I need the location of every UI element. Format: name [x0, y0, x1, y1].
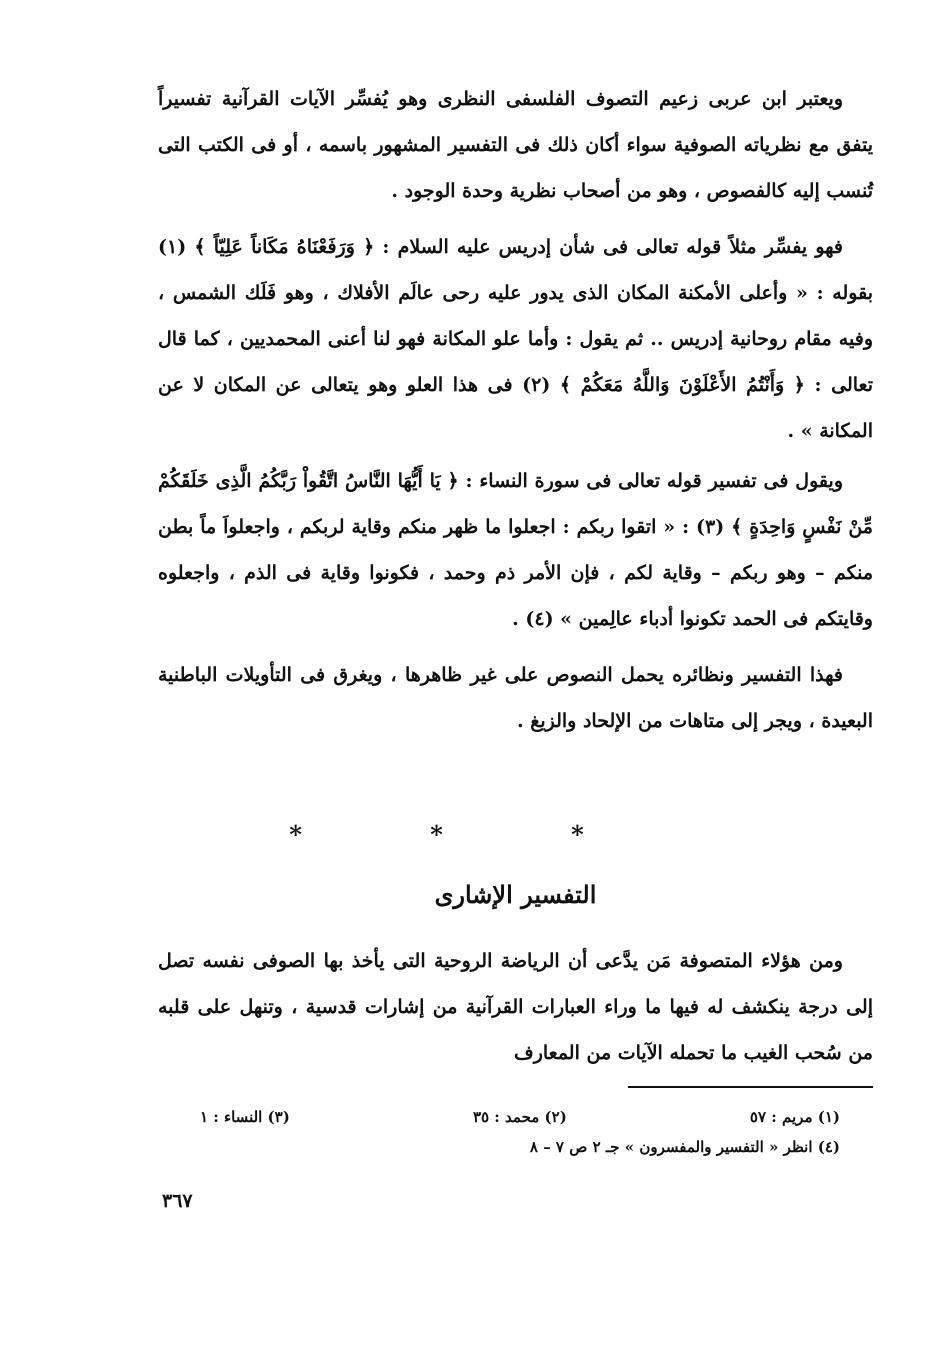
footnote-divider — [628, 1086, 873, 1088]
section-separator: * * * — [289, 820, 644, 849]
footnote-2: (٢) محمد : ٣٥ — [472, 1108, 567, 1126]
section-heading: التفسير الإشارى — [434, 880, 597, 909]
footnotes — [200, 1108, 840, 1168]
paragraph-idris-example: فهو يفسِّر مثلاً قوله تعالى فى شأن إدريس عليه السلام : ﴿ وَرَفَعْنَاهُ مَكَاناً عَلِيّاً ﴾ (١) بقوله : « وأعلى الأمكنة المكان الذى يدور عليه رحى عالَم الأفلاك ، وهو فَلَك الشمس ، وفيه مقام روحانية إدريس .. ثم يقول : وأما علو المكانة فهو لنا أعنى المحمديين ، كما قال تعالى : ﴿ وَأَنْتُمُ الأَعْلَوْنَ وَاللَّهُ مَعَكُمْ ﴾ (٢) فى هذا العلو وهو يتعالى عن المكان لا عن المكانة » . — [158, 236, 873, 442]
paragraph-ibn-arabi: ويعتبر ابن عربى زعيم التصوف الفلسفى النظرى وهو يُفسِّر الآيات القرآنية تفسيراً يتفق مع نظرياته الصوفية سواء أكان ذلك فى التفسير المشهور باسمه ، أو فى الكتب التى تُنسب إليه كالفصوص ، وهو من أصحاب نظرية وحدة الوجود . — [158, 88, 873, 202]
paragraph-ishari: ومن هؤلاء المتصوفة مَن يدَّعى أن الرياضة الروحية التى يأخذ بها الصوفى نفسه تصل إلى درجة ينكشف له فيها ما وراء العبارات القرآنية من إشارات قدسية ، وتنهل على قلبه من سُحب الغيب ما تحمله الآيات من المعارف — [158, 950, 873, 1064]
page-number: ٣٦٧ — [162, 1190, 193, 1212]
footnote-row-2 — [200, 1138, 840, 1156]
body-text-bottom — [158, 938, 873, 1076]
footnote-3: (٣) النساء : ١ — [200, 1108, 290, 1126]
footnote-row-1 — [200, 1108, 840, 1126]
footnote-1: (١) مريم : ٥٧ — [749, 1108, 840, 1126]
footnote-4: (٤) انظر « التفسير والمفسرون » جـ ٢ ص ٧ – ٨ — [529, 1138, 840, 1156]
paragraph-nisa-example: ويقول فى تفسير قوله تعالى فى سورة النساء : ﴿ يَا أَيُّهَا النَّاسُ اتَّقُواْ رَبَّكُمُ الَّذِى خَلَقَكُمْ مِّنْ نَفْسٍ وَاحِدَةٍ ﴾ (٣) : « اتقوا ربكم : اجعلوا ما ظهر منكم وقاية لربكم ، واجعلواَ ماً بطن منكم – وهو ربكم – وقاية لكم ، فإن الأمر ذم وحمد ، فكونوا وقاية فى الذم ، واجعلوه وقايتكم فى الحمد تكونوا أدباء عالِمين » (٤) . — [158, 470, 873, 630]
body-text-top — [158, 76, 873, 744]
paragraph-conclusion: فهذا التفسير ونظائره يحمل النصوص على غير ظاهرها ، ويغرق فى التأويلات الباطنية البعيدة ، ويجر إلى متاهات من الإلحاد والزيغ . — [158, 664, 873, 732]
